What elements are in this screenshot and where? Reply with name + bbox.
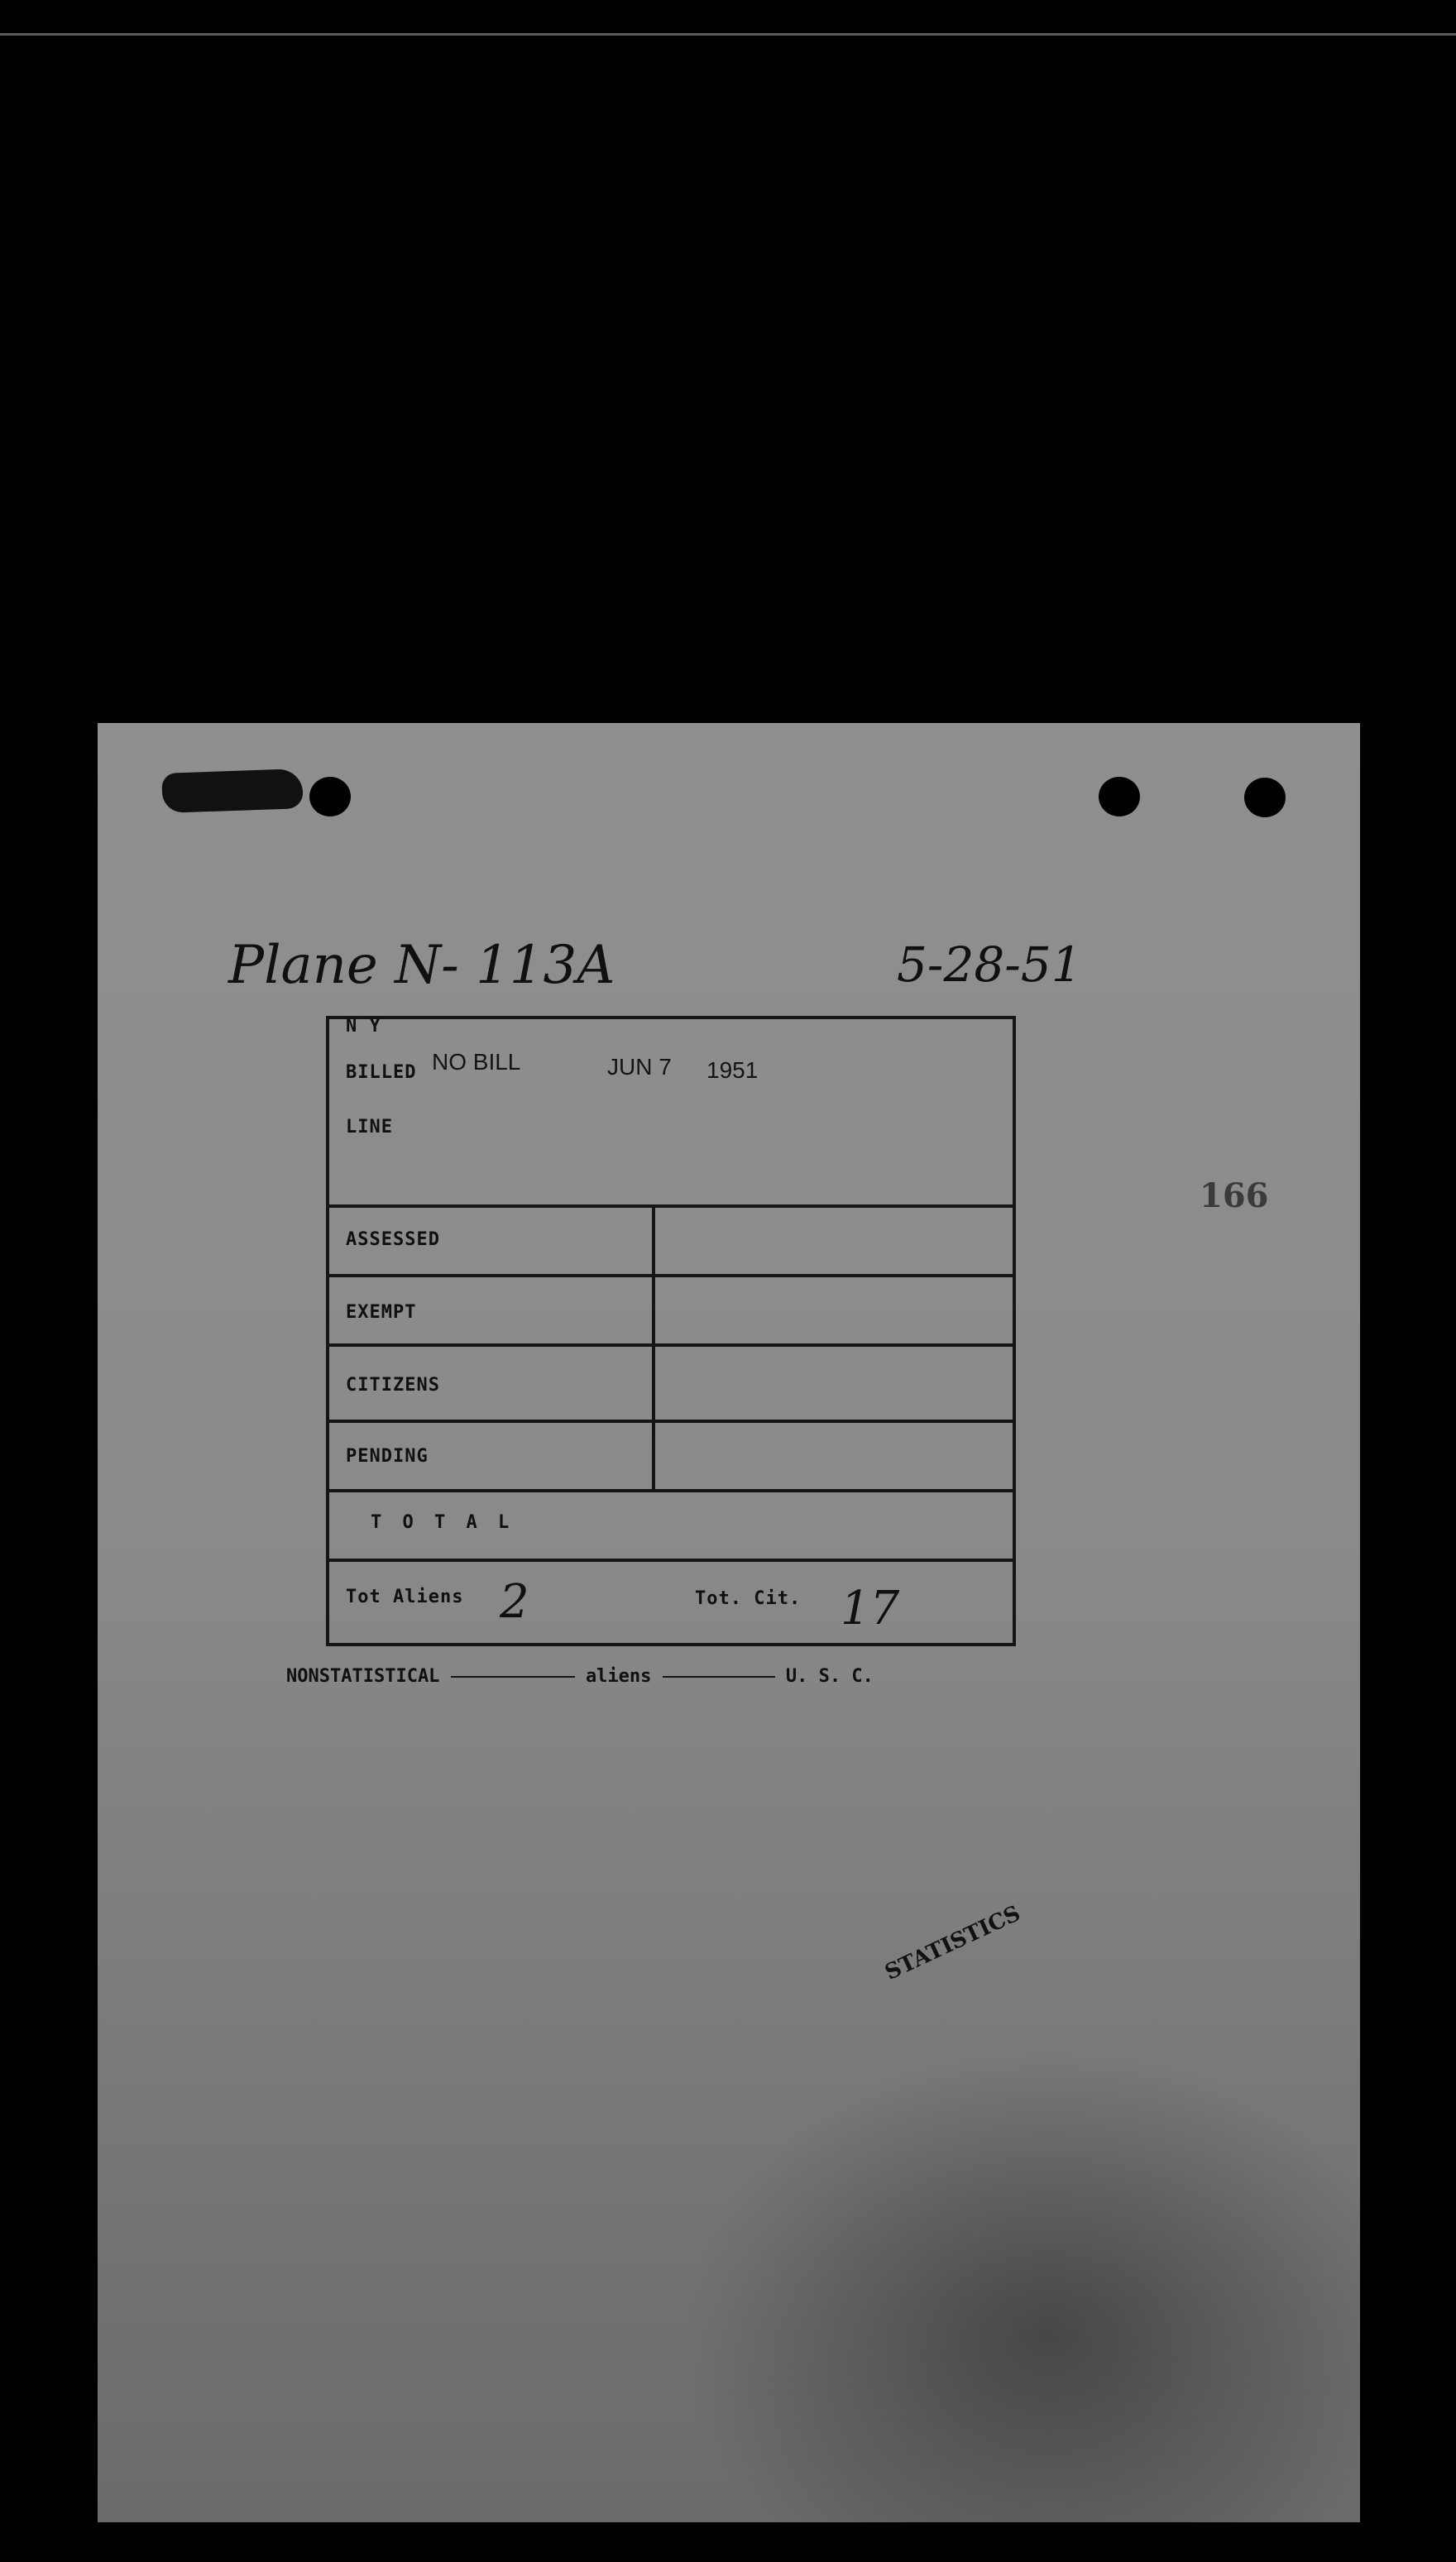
tot-aliens-label: Tot Aliens: [346, 1587, 464, 1607]
stamp-month-day: JUN 7: [607, 1054, 672, 1080]
punch-hole-left: [309, 777, 351, 816]
statistics-form: [326, 1016, 1016, 1646]
punch-hole-middle: [1099, 777, 1140, 816]
tot-aliens-value: 2: [500, 1575, 529, 1629]
assessed-label: ASSESSED: [346, 1229, 440, 1250]
document-page: [98, 723, 1360, 2522]
citizens-label: CITIZENS: [346, 1375, 440, 1396]
stamp-year: 1951: [706, 1057, 759, 1083]
column-divider: [652, 1206, 655, 1491]
usc-label: U. S. C.: [785, 1666, 874, 1687]
billed-label: BILLED: [346, 1062, 417, 1083]
page-number: 166: [1200, 1176, 1269, 1215]
header-code: N Y: [346, 1016, 381, 1037]
ink-blot: [161, 769, 304, 813]
total-label: T O T A L: [371, 1512, 515, 1533]
pending-label: PENDING: [346, 1446, 429, 1467]
divider: [329, 1204, 1013, 1208]
aliens-blank: [451, 1676, 575, 1678]
divider: [329, 1343, 1013, 1347]
handwritten-title: Plane N- 113A: [228, 935, 615, 996]
page-shadow: [677, 2047, 1360, 2522]
nonstatistical-label: NONSTATISTICAL: [286, 1666, 440, 1687]
tot-cit-value: 17: [841, 1582, 900, 1635]
aliens-label: aliens: [585, 1666, 652, 1687]
line-label: LINE: [346, 1117, 393, 1137]
handwritten-date: 5-28-51: [897, 936, 1082, 993]
divider: [329, 1420, 1013, 1423]
exempt-label: EXEMPT: [346, 1302, 417, 1323]
scan-top-edge: [0, 33, 1456, 36]
punch-hole-right: [1244, 778, 1286, 817]
usc-blank: [663, 1676, 775, 1678]
divider: [329, 1559, 1013, 1562]
nonstatistical-line: [286, 1666, 874, 1687]
divider: [329, 1489, 1013, 1492]
tot-cit-label: Tot. Cit.: [695, 1588, 802, 1609]
statistics-stamp: STATISTICS: [881, 1901, 1025, 1985]
stamp-no-bill: NO BILL: [432, 1049, 521, 1075]
divider: [329, 1274, 1013, 1277]
